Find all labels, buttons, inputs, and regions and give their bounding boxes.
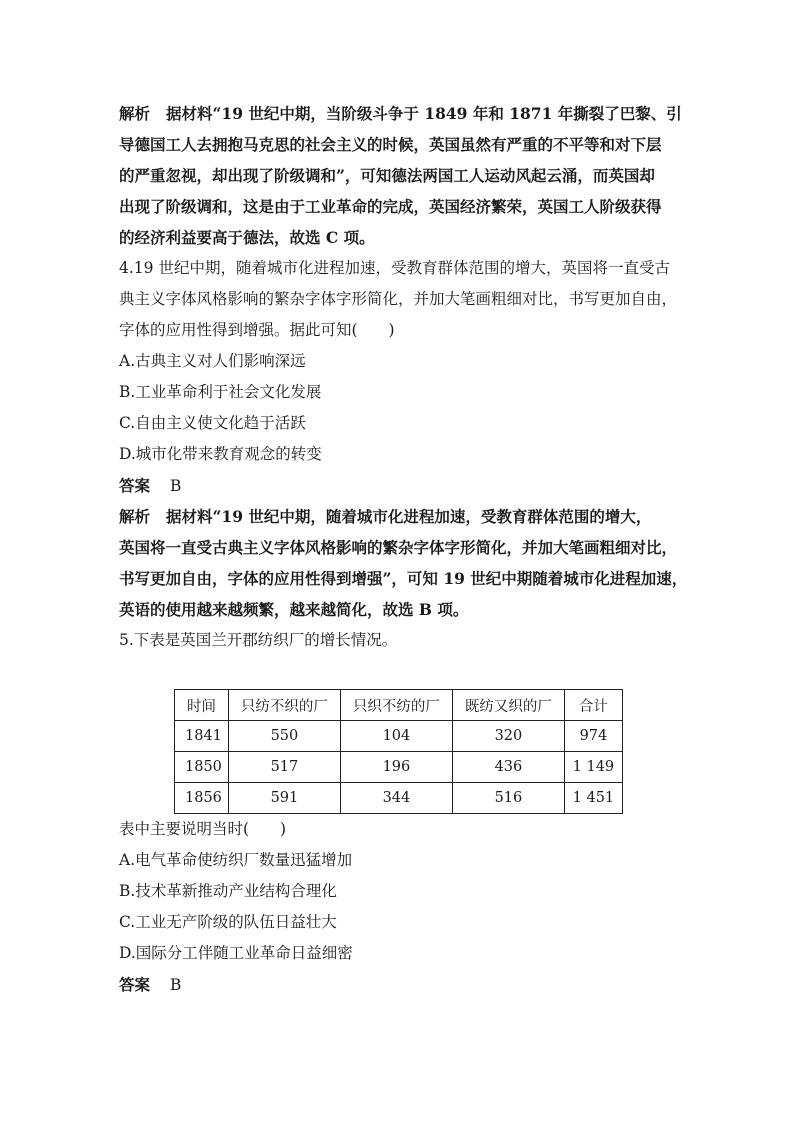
analysis-3-line-1: 解析 据材料“19 世纪中期，当阶级斗争于 1849 年和 1871 年撕裂了巴黎、引 [119,104,682,123]
question-4-stem-line-2: 典主义字体风格影响的繁杂字体字形简化，并加大笔画粗细对比，书写更加自由， [119,290,678,308]
analysis-3-line-4: 出现了阶级调和，这是由于工业革命的完成，英国经济繁荣，英国工人阶级获得 [119,197,662,216]
table-cell: 436 [452,752,564,783]
table-row [175,721,623,752]
question-4-stem-line-1: 4.19 世纪中期，随着城市化进程加速，受教育群体范围的增大，英国将一直受古 [119,259,670,277]
question-5-option-b: B.技术革新推动产业结构合理化 [119,882,337,900]
question-5-option-c: C.工业无产阶级的队伍日益壮大 [119,913,337,931]
question-4-stem-line-3: 字体的应用性得到增强。据此可知( ) [119,321,395,339]
table-cell: 104 [340,721,452,752]
table-cell: 517 [228,752,340,783]
table-header-cell: 只织不纺的厂 [340,690,452,721]
question-4-option-c: C.自由主义使文化趋于活跃 [119,414,306,432]
table-header-cell: 合计 [564,690,622,721]
question-5-question: 表中主要说明当时( ) [119,820,287,838]
analysis-tag: 解析 [119,507,151,526]
question-5-answer [119,969,679,1000]
table-cell: 320 [452,721,564,752]
table-cell: 1 451 [564,783,622,814]
question-5-option-a: A.电气革命使纺织厂数量迅猛增加 [119,851,353,869]
table-cell: 1856 [175,783,229,814]
table-cell: 591 [228,783,340,814]
table-cell: 1841 [175,721,229,752]
table-header-cell: 只纺不织的厂 [228,690,340,721]
table-header-row [175,690,623,721]
answer-tag: 答案 [119,476,151,495]
question-4-option-b: B.工业革命利于社会文化发展 [119,383,322,401]
answer-value: B [170,976,182,994]
table-header-cell: 时间 [175,690,229,721]
table-cell: 550 [228,721,340,752]
table-cell: 196 [340,752,452,783]
table-cell: 516 [452,783,564,814]
textile-mills-table [174,689,623,814]
question-4-option-d: D.城市化带来教育观念的转变 [119,445,322,463]
analysis-3-line-2: 导德国工人去拥抱马克思的社会主义的时候，英国虽然有严重的不平等和对下层 [119,135,662,154]
question-5-option-d: D.国际分工伴随工业革命日益细密 [119,944,353,962]
question-4-analysis-line-3: 书写更加自由，字体的应用性得到增强”，可知 19 世纪中期随着城市化进程加速， [119,569,688,588]
question-4-analysis-line-4: 英语的使用越来越频繁，越来越简化，故选 B 项。 [119,600,469,619]
analysis-3-line-5: 的经济利益要高于德法，故选 C 项。 [119,228,375,247]
question-5-body [119,814,679,1000]
table-header-cell: 既纺又织的厂 [452,690,564,721]
table-cell: 974 [564,721,622,752]
analysis-3-line-3: 的严重忽视，却出现了阶级调和”，可知德法两国工人运动风起云涌，而英国却 [119,166,655,185]
question-4-answer [119,470,679,501]
table-cell: 344 [340,783,452,814]
answer-value: B [170,477,182,495]
table-cell: 1 149 [564,752,622,783]
table-cell: 1850 [175,752,229,783]
answer-tag: 答案 [119,975,151,994]
question-5-stem: 5.下表是英国兰开郡纺织厂的增长情况。 [119,631,398,649]
question-4-analysis-line-1: 解析 据材料“19 世纪中期，随着城市化进程加速，受教育群体范围的增大， [119,507,652,526]
question-4-analysis-line-2: 英国将一直受古典主义字体风格影响的繁杂字体字形简化，并加大笔画粗细对比， [119,538,678,557]
document-body [119,98,688,656]
table-row [175,783,623,814]
table-row [175,752,623,783]
question-4-option-a: A.古典主义对人们影响深远 [119,352,306,370]
analysis-tag: 解析 [119,104,151,123]
